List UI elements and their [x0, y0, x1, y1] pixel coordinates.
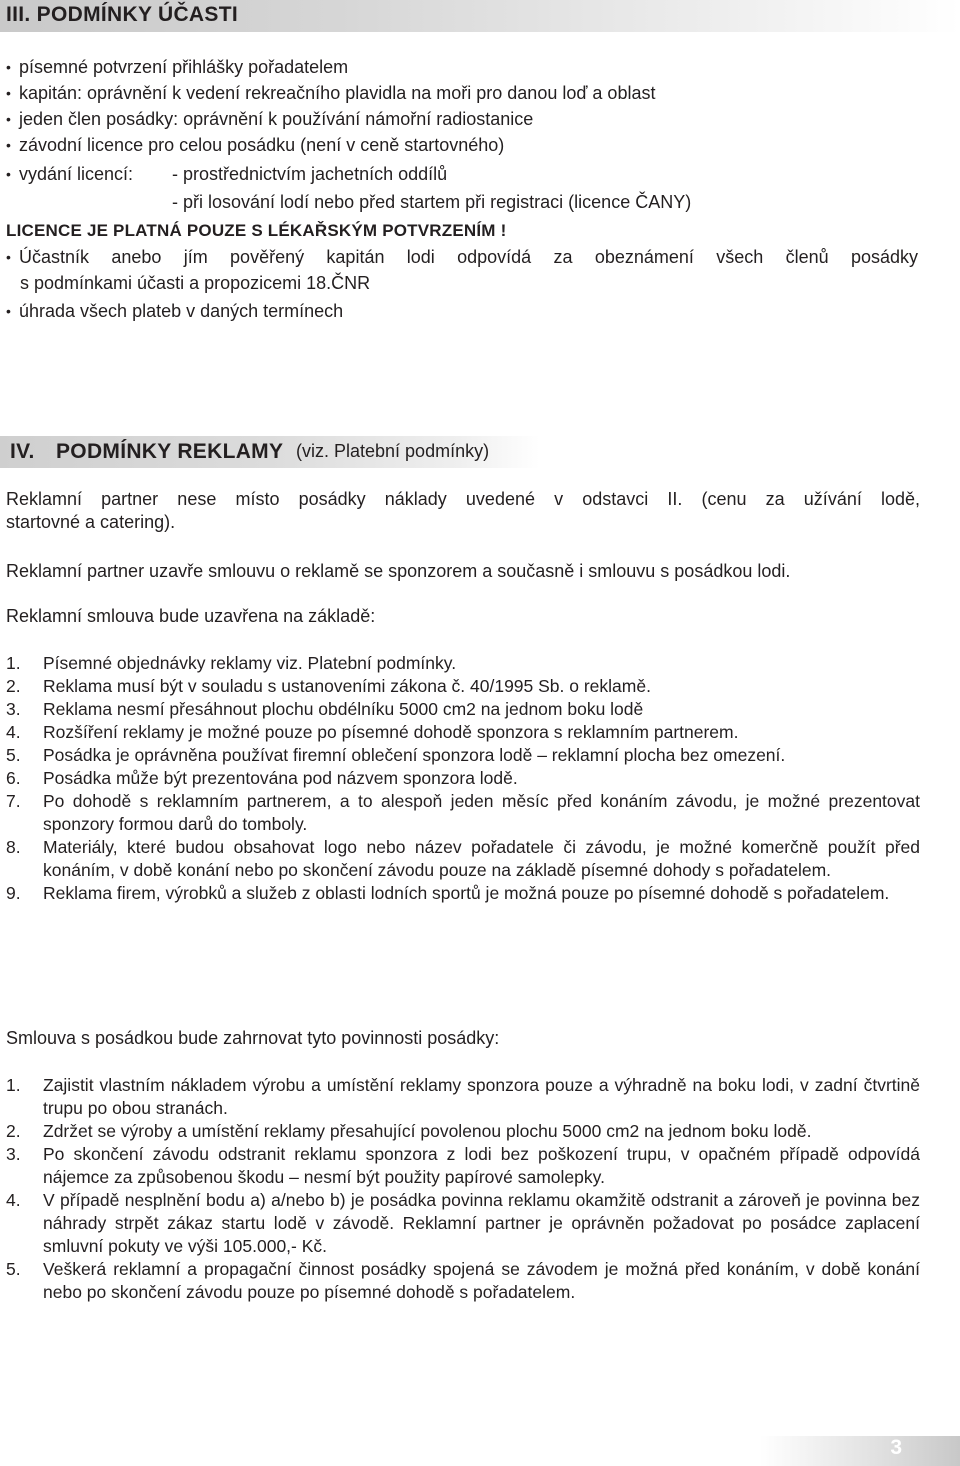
licence-label: vydání licencí:	[19, 164, 134, 184]
list-item: 5. Posádka je oprávněna používat firemní oblečení sponzora lodě – reklamní plocha bez omezení.	[6, 745, 786, 765]
captain-responsibility: • Účastník anebo jím pověřený kapitán lodi odpovídá za obeznámení všech členů posádky s podmínkami účasti a propozicemi 18.ČNR	[6, 247, 918, 293]
bullet-icon: •	[6, 59, 11, 75]
bullet-item: • kapitán: oprávnění k vedení rekreačního plavidla na moři pro danou loď a oblast	[6, 83, 656, 103]
section-4-note: (viz. Platební podmínky)	[296, 441, 490, 461]
bullet-item-licence	[6, 163, 448, 186]
bullet-icon: •	[6, 85, 11, 101]
partner-costs-paragraph: Reklamní partner nese místo posádky náklady uvedené v odstavci II. (cenu za užívání lodě, startovné a catering).	[6, 489, 920, 532]
list-item: 2. Reklama musí být v souladu s ustanoveními zákona č. 40/1995 Sb. o reklamě.	[6, 676, 651, 696]
list-item: 2. Zdržet se výroby a umístění reklamy přesahující povolenou plochu 5000 cm2 na jednom boku lodě.	[6, 1121, 812, 1141]
section-4-title: PODMÍNKY REKLAMY	[56, 440, 284, 463]
bullet-icon: •	[6, 303, 11, 319]
list-item: 1. Písemné objednávky reklamy viz. Platební podmínky.	[6, 653, 457, 673]
list-item: 3. Po skončení závodu odstranit reklamu sponzora z lodi bez poškození trupu, v opačném případě odpovídá nájemce za způsobenou škodu – nesmí být použity papírové samolepky.	[6, 1144, 920, 1187]
list-item: 3. Reklama nesmí přesáhnout plochu obdélníku 5000 cm2 na jednom boku lodě	[6, 699, 644, 719]
page-number: 3	[890, 1436, 902, 1459]
bullet-icon: •	[6, 137, 11, 153]
bullet-icon: •	[6, 166, 11, 182]
contract-basis-intro: Reklamní smlouva bude uzavřena na základě:	[6, 606, 376, 626]
section-3-header	[0, 0, 960, 32]
crew-duties-intro: Smlouva s posádkou bude zahrnovat tyto povinnosti posádky:	[6, 1028, 500, 1048]
section-4-number: IV.	[10, 440, 35, 463]
list-item: 9. Reklama firem, výrobků a služeb z oblasti lodních sportů je možná pouze po písemné dohodě s pořadatelem.	[6, 883, 890, 903]
bullet-item: • závodní licence pro celou posádku (není v ceně startovného)	[6, 135, 505, 155]
licence-warning: LICENCE JE PLATNÁ POUZE S LÉKAŘSKÝM POTVRZENÍM !	[6, 221, 507, 240]
sponsor-contract-paragraph: Reklamní partner uzavře smlouvu o reklamě se sponzorem a současně i smlouvu s posádkou lodi.	[6, 561, 791, 581]
bullet-item: • jeden člen posádky: oprávnění k používání námořní radiostanice	[6, 109, 534, 129]
page-number-tab	[760, 1436, 960, 1466]
list-item: 4. V případě nesplnění bodu a) a/nebo b) je posádka povinna reklamu okamžitě odstranit a zároveň je povinna bez náhrady strpět zákaz startu lodě v závodě. Reklamní partner je oprávněn požadovat po posádce zaplacení smluvní pokuty ve výši 105.000,- Kč.	[6, 1190, 920, 1256]
contract-basis-list	[6, 652, 920, 905]
list-item: 6. Posádka může být prezentována pod názvem sponzora lodě.	[6, 768, 518, 788]
bullet-item-payment: • úhrada všech plateb v daných termínech	[6, 301, 344, 321]
section-3-title: III. PODMÍNKY ÚČASTI	[6, 3, 238, 26]
crew-duties-list	[6, 1074, 920, 1304]
licence-option-2: - při losování lodí nebo před startem při registraci (licence ČANY)	[172, 192, 692, 212]
list-item: 7. Po dohodě s reklamním partnerem, a to alespoň jeden měsíc před konáním závodu, je možné prezentovat sponzory formou darů do tomboly.	[6, 791, 920, 834]
bullet-icon: •	[6, 111, 11, 127]
licence-option-1: - prostřednictvím jachetních oddílů	[172, 164, 448, 184]
list-item: 4. Rozšíření reklamy je možné pouze po písemné dohodě sponzora s reklamním partnerem.	[6, 722, 739, 742]
list-item: 5. Veškerá reklamní a propagační činnost posádky spojená se závodem je možná před konáním, v době konání nebo po skončení závodu pouze po písemné dohodě s pořadatelem.	[6, 1259, 920, 1302]
section-4-header	[0, 436, 540, 468]
list-item: 1. Zajistit vlastním nákladem výrobu a umístění reklamy sponzora pouze a výhradně na boku lodi, v zadní čtvrtině trupu po obou stranách.	[6, 1075, 920, 1118]
bullet-item: • písemné potvrzení přihlášky pořadatelem	[6, 57, 349, 77]
bullet-icon: •	[6, 249, 11, 265]
list-item: 8. Materiály, které budou obsahovat logo nebo název pořadatele či závodu, je možné komerčně použít před konáním, v době konání nebo po skončení závodu pouze na základě písemné dohody s pořadatelem.	[6, 837, 920, 880]
